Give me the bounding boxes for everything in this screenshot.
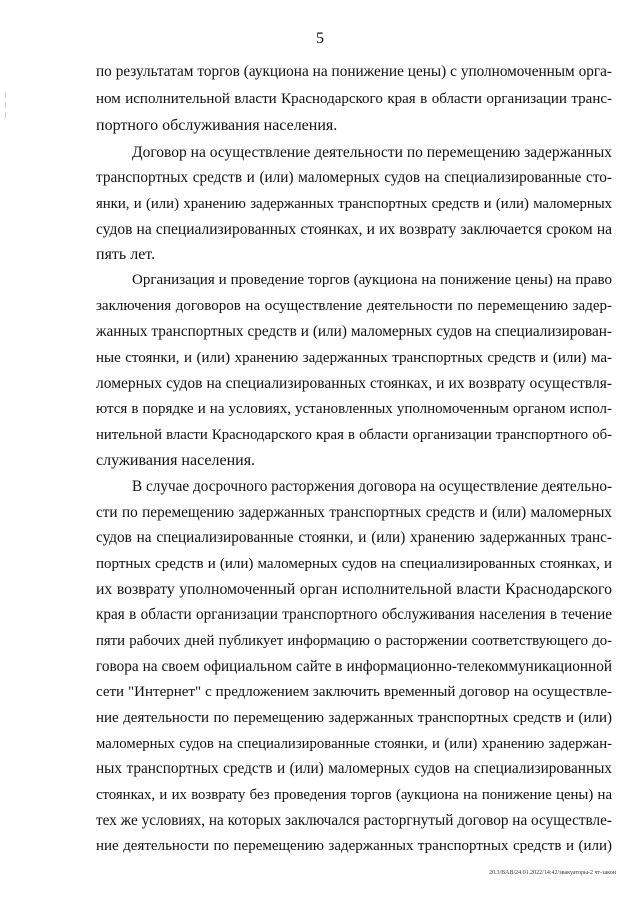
paragraph-first-line: В случае досрочного расторжения договора на осуществление деятельно- bbox=[132, 479, 612, 495]
text-line: ных транспортных средств и (или) маломерных судов на специализированных bbox=[96, 761, 612, 777]
text-line: янки, и (или) хранению задержанных транспортных средств и (или) маломерных bbox=[96, 196, 612, 212]
text-line: их возврату уполномоченный орган исполнительной власти Краснодарского bbox=[96, 582, 612, 598]
text-line: судов на специализированных стоянках, и их возврату заключается сроком на bbox=[96, 222, 612, 238]
text-line: служивания населения. bbox=[96, 453, 256, 469]
paragraph-first-line: Договор на осуществление деятельности по перемещению задержанных bbox=[132, 145, 612, 161]
text-line: тех же условиях, на которых заключался расторгнутый договор на осуществле- bbox=[96, 813, 612, 829]
text-line: портного обслуживания населения. bbox=[96, 118, 338, 134]
text-line: маломерных судов на специализированные стоянки, и (или) хранению задержан- bbox=[96, 736, 612, 752]
text-line: пяти рабочих дней публикует информацию о расторжении соответствующего до- bbox=[96, 633, 612, 649]
page-number: 5 bbox=[316, 30, 324, 47]
text-line: заключения договоров на осуществление деятельности по перемещению задер- bbox=[96, 298, 612, 314]
text-line: ном исполнительной власти Краснодарского края в области организации транс- bbox=[96, 91, 612, 107]
text-line: транспортных средств и (или) маломерных судов на специализированные сто- bbox=[96, 170, 612, 186]
text-line: сти по перемещению задержанных транспортных средств и (или) маломерных bbox=[96, 505, 612, 521]
text-line: судов на специализированные стоянки, и (или) хранению задержанных транс- bbox=[96, 530, 612, 546]
text-line: сети "Интернет" с предложением заключить временный договор на осуществле- bbox=[96, 684, 612, 700]
paragraph-first-line: Организация и проведение торгов (аукциона на понижение цены) на право bbox=[132, 272, 612, 288]
text-line: ные стоянки, и (или) хранению задержанных транспортных средств и (или) ма- bbox=[96, 350, 612, 366]
text-line: края в области организации транспортного обслуживания населения в течение bbox=[96, 607, 612, 623]
margin-mark bbox=[4, 92, 8, 126]
text-line: ломерных судов на специализированных стоянках, и их возврату осуществля- bbox=[96, 376, 612, 392]
text-line: жанных транспортных средств и (или) маломерных судов на специализирован- bbox=[96, 324, 612, 340]
text-line: нительной власти Краснодарского края в области организации транспортного об- bbox=[96, 427, 612, 443]
text-line: ние деятельности по перемещению задержанных транспортных средств и (или) bbox=[96, 710, 612, 726]
text-line: пять лет. bbox=[96, 247, 156, 263]
text-line: говора на своем официальном сайте в информационно-телекоммуникационной bbox=[96, 659, 612, 675]
text-line: стоянках, и их возврату без проведения торгов (аукциона на понижение цены) на bbox=[96, 787, 612, 803]
text-line: ние деятельности по перемещению задержанных транспортных средств и (или) bbox=[96, 838, 612, 854]
text-line: ются в порядке и на условиях, установленных уполномоченным органом испол- bbox=[96, 401, 612, 417]
text-line: портных средств и (или) маломерных судов на специализированных стоянках, и bbox=[96, 556, 612, 572]
document-footer-stamp: 20.3/BAB/24.01.2022/14:42/эвакуаторы-2 чт-закон bbox=[489, 870, 616, 876]
text-line: по результатам торгов (аукциона на понижение цены) с уполномоченным орга- bbox=[96, 64, 612, 80]
